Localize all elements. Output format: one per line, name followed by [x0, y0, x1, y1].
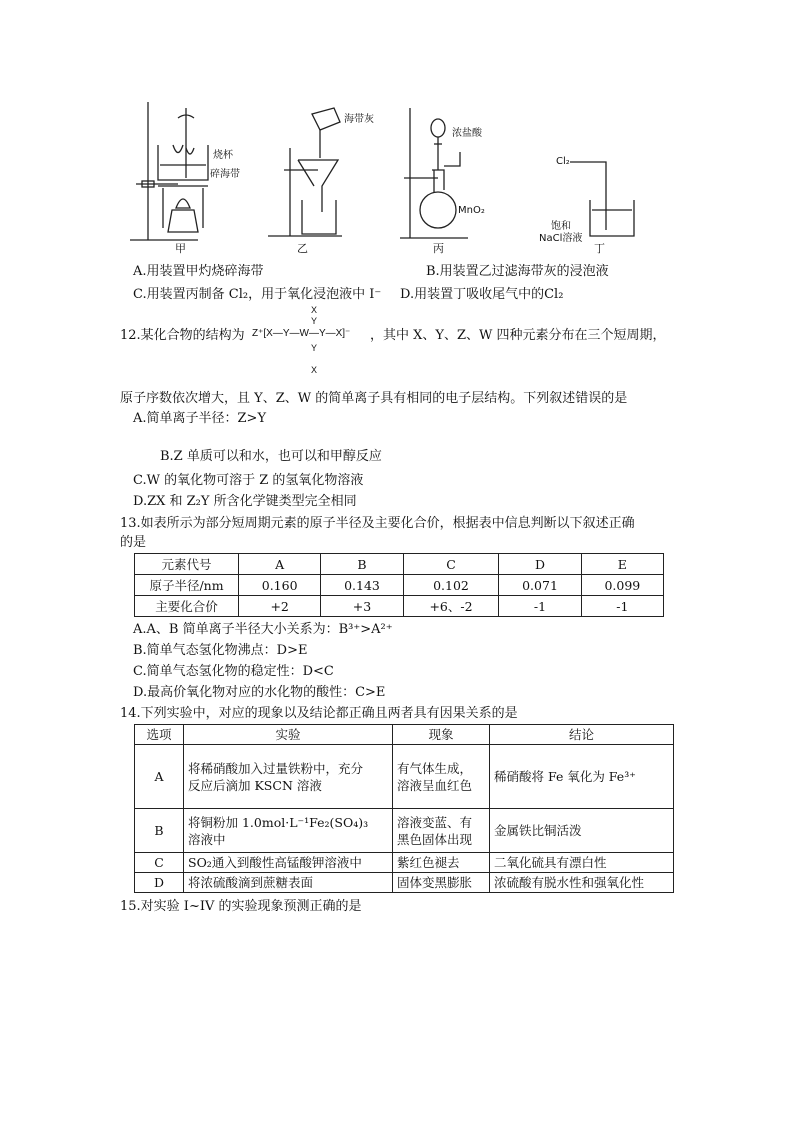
q12-option-b: B.Z 单质可以和水，也可以和甲醇反应 [160, 449, 382, 464]
table-cell: C [403, 554, 499, 575]
table-cell: A [239, 554, 321, 575]
table-cell: +6、-2 [403, 596, 499, 617]
table-row [135, 873, 674, 893]
q14-table [134, 724, 674, 893]
cell-line: 将铜粉加 1.0mol·L⁻¹Fe₂(SO₄)₃ [188, 814, 369, 830]
table-cell: 金属铁比铜活泼 [490, 809, 674, 853]
table-cell: +2 [239, 596, 321, 617]
table-cell: 选项 [135, 725, 184, 745]
q13-option-d: D.最高价氧化物对应的水化物的酸性：C>E [133, 685, 386, 700]
bing-caption: 丙 [433, 242, 444, 255]
ding-label-saturated: 饱和 [551, 221, 571, 232]
table-cell: 实验 [184, 725, 393, 745]
cell-line: 将稀硝酸加入过量铁粉中，充分 [188, 760, 364, 776]
jia-label-beaker: 烧杯 [213, 150, 233, 161]
table-row [135, 745, 674, 809]
table-row [135, 809, 674, 853]
table-cell: 紫红色褪去 [393, 853, 490, 873]
table-row [135, 554, 664, 575]
formula-main: Z⁺[X—Y—W—Y—X]⁻ [252, 328, 351, 339]
table-cell: D [499, 554, 581, 575]
q13-option-b: B.简单气态氢化物沸点：D>E [133, 643, 308, 658]
q12-option-c: C.W 的氧化物可溶于 Z 的氢氧化物溶液 [133, 473, 364, 488]
table-cell: -1 [499, 596, 581, 617]
table-cell: 固体变黑膨胀 [393, 873, 490, 893]
table-cell: A [135, 745, 184, 809]
table-cell: D [135, 873, 184, 893]
table-cell: B [135, 809, 184, 853]
q14-stem: 14.下列实验中，对应的现象以及结论都正确且两者具有因果关系的是 [120, 706, 518, 721]
q11-option-d: D.用装置丁吸收尾气中的Cl₂ [400, 287, 564, 302]
q12-structural-formula [252, 305, 370, 377]
table-cell [393, 809, 490, 853]
bing-label-hcl: 浓盐酸 [452, 128, 482, 139]
cell-line: 溶液呈血红色 [397, 777, 473, 793]
q11-option-b: B.用装置乙过滤海带灰的浸泡液 [426, 264, 609, 279]
table-cell: +3 [321, 596, 403, 617]
q13-stem-line2: 的是 [120, 535, 147, 550]
table-cell: 原子半径/nm [135, 575, 239, 596]
cell-line: 反应后滴加 KSCN 溶液 [188, 777, 322, 793]
formula-top-y: Y [311, 316, 318, 326]
cell-line: 溶液变蓝、有 [397, 814, 473, 830]
bing-label-mno2: MnO₂ [458, 205, 485, 216]
formula-top-x: X [311, 305, 318, 315]
table-cell: 现象 [393, 725, 490, 745]
q13-option-c: C.简单气态氢化物的稳定性：D<C [133, 664, 334, 679]
yi-label-ash: 海带灰 [344, 114, 374, 125]
table-row [135, 575, 664, 596]
table-cell: C [135, 853, 184, 873]
table-cell: 结论 [490, 725, 674, 745]
q12-suffix: ，其中 X、Y、Z、W 四种元素分布在三个短周期， [370, 328, 666, 343]
table-cell: 稀硝酸将 Fe 氧化为 Fe³⁺ [490, 745, 674, 809]
table-cell: 将浓硫酸滴到蔗糖表面 [184, 873, 393, 893]
table-cell: 浓硫酸有脱水性和强氧化性 [490, 873, 674, 893]
table-cell: SO₂通入到酸性高锰酸钾溶液中 [184, 853, 393, 873]
table-row [135, 596, 664, 617]
q12-option-d: D.ZX 和 Z₂Y 所含化学键类型完全相同 [133, 494, 357, 509]
table-cell: 0.099 [581, 575, 663, 596]
jia-caption: 甲 [175, 242, 186, 255]
table-cell [393, 745, 490, 809]
table-cell: E [581, 554, 663, 575]
table-cell: 0.143 [321, 575, 403, 596]
table-cell [184, 745, 393, 809]
table-cell: -1 [581, 596, 663, 617]
table-row [135, 853, 674, 873]
q13-table [134, 553, 664, 617]
table-cell: 0.071 [499, 575, 581, 596]
ding-label-nacl: NaCl溶液 [539, 233, 583, 244]
ding-label-cl2: Cl₂ [556, 156, 570, 167]
apparatus-bing [398, 100, 478, 245]
jia-label-seaweed: 碎海带 [210, 169, 240, 180]
cell-line: 黑色固体出现 [397, 831, 473, 847]
table-cell: 0.102 [403, 575, 499, 596]
q13-option-a: A.A、B 简单离子半径大小关系为：B³⁺>A²⁺ [133, 622, 393, 637]
table-cell: B [321, 554, 403, 575]
formula-bottom-y: Y [311, 343, 318, 353]
q15-stem: 15.对实验 I~IV 的实验现象预测正确的是 [120, 899, 362, 914]
q12-option-a: A.简单离子半径：Z>Y [133, 411, 267, 426]
table-cell: 二氧化硫具有漂白性 [490, 853, 674, 873]
formula-bottom-x: X [311, 365, 318, 375]
yi-caption: 乙 [297, 242, 308, 255]
table-cell: 0.160 [239, 575, 321, 596]
q13-stem-line1: 13.如表所示为部分短周期元素的原子半径及主要化合价，根据表中信息判断以下叙述正确 [120, 516, 635, 531]
ding-caption: 丁 [594, 242, 605, 255]
q12-prefix: 12.某化合物的结构为 [120, 328, 245, 343]
q11-option-a: A.用装置甲灼烧碎海带 [133, 264, 264, 279]
cell-line: 有气体生成， [397, 760, 473, 776]
table-cell [184, 809, 393, 853]
q12-stem-line2: 原子序数依次增大，且 Y、Z、W 的简单离子具有相同的电子层结构。下列叙述错误的是 [120, 391, 628, 406]
table-cell: 元素代号 [135, 554, 239, 575]
cell-line: 溶液中 [188, 831, 226, 847]
q11-option-c: C.用装置丙制备 Cl₂，用于氧化浸泡液中 I⁻ [133, 287, 382, 302]
table-cell: 主要化合价 [135, 596, 239, 617]
table-row [135, 725, 674, 745]
